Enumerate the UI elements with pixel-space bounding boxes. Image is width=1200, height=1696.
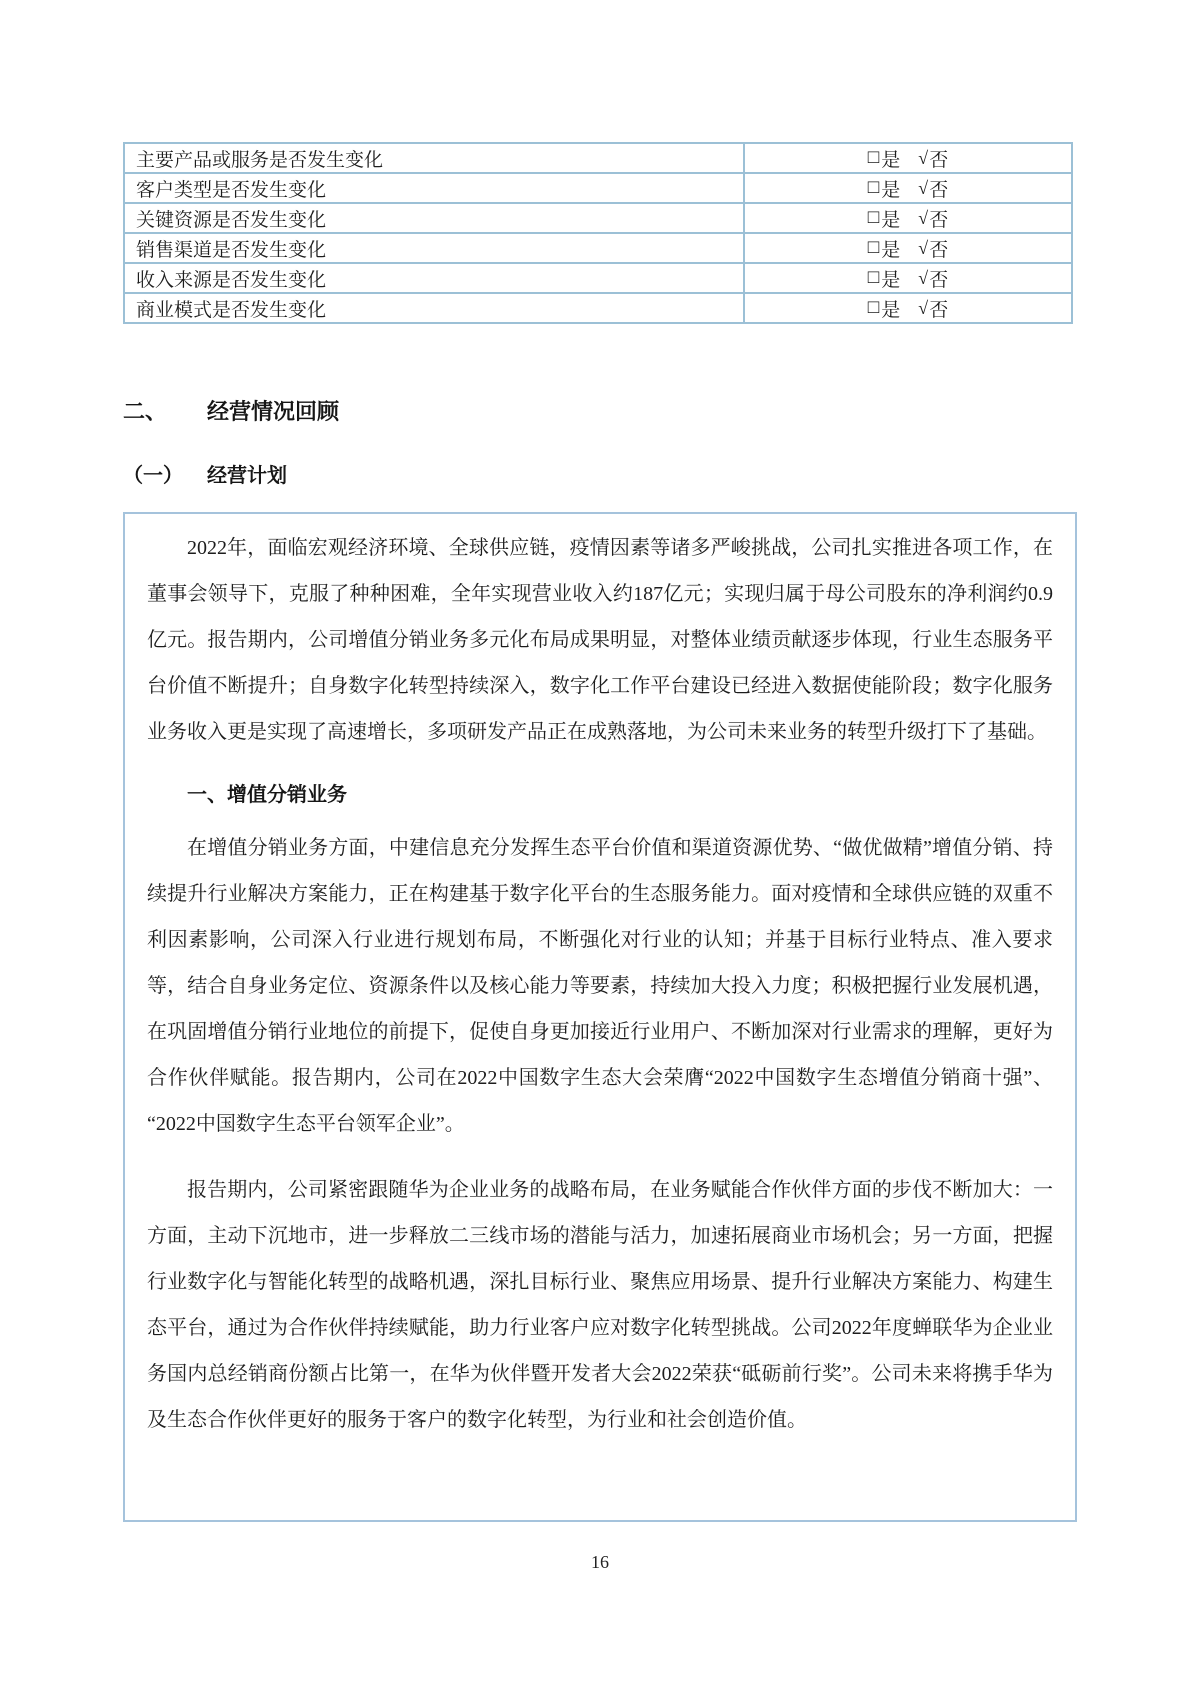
yes-label: 是 xyxy=(881,179,901,201)
yes-label: 是 xyxy=(881,239,901,261)
subsection-number: （一） xyxy=(123,465,183,487)
checkbox-unchecked-icon: □ xyxy=(867,267,880,288)
no-label: 否 xyxy=(929,149,949,171)
answer-cell xyxy=(745,204,1071,232)
table-row xyxy=(125,204,1071,234)
yes-label: 是 xyxy=(881,269,901,291)
page-number: 16 xyxy=(591,1552,609,1572)
yes-label: 是 xyxy=(881,209,901,231)
section-title: 经营情况回顾 xyxy=(207,399,340,424)
checkmark-icon: √ xyxy=(918,267,929,288)
question-cell: 客户类型是否发生变化 xyxy=(125,174,745,202)
checkmark-icon: √ xyxy=(918,177,929,198)
question-cell: 主要产品或服务是否发生变化 xyxy=(125,144,745,172)
question-cell: 销售渠道是否发生变化 xyxy=(125,234,745,262)
question-cell: 关键资源是否发生变化 xyxy=(125,204,745,232)
paragraph-overview: 2022年，面临宏观经济环境、全球供应链，疫情因素等诸多严峻挑战，公司扎实推进各项工作，在董事会领导下，克服了种种困难，全年实现营业收入约187亿元；实现归属于母公司股东的净利润约0.9亿元。报告期内，公司增值分销业务多元化布局成果明显，对整体业绩贡献逐步体现，行业生态服务平台价值不断提升；自身数字化转型持续深入，数字化工作平台建设已经进入数据使能阶段；数字化服务业务收入更是实现了高速增长，多项研发产品正在成熟落地，为公司未来业务的转型升级打下了基础。 xyxy=(147,537,1053,743)
section-heading xyxy=(123,395,339,426)
business-review-box xyxy=(123,512,1077,1522)
checkbox-unchecked-icon: □ xyxy=(867,297,880,318)
answer-cell xyxy=(745,144,1071,172)
checkmark-icon: √ xyxy=(918,297,929,318)
checkbox-unchecked-icon: □ xyxy=(867,177,880,198)
checkbox-unchecked-icon: □ xyxy=(867,147,880,168)
answer-cell xyxy=(745,234,1071,262)
table-row xyxy=(125,294,1071,324)
table-row xyxy=(125,174,1071,204)
question-cell: 商业模式是否发生变化 xyxy=(125,294,745,322)
checkmark-icon: √ xyxy=(918,237,929,258)
yes-label: 是 xyxy=(881,149,901,171)
table-row xyxy=(125,264,1071,294)
question-cell: 收入来源是否发生变化 xyxy=(125,264,745,292)
table-row xyxy=(125,234,1071,264)
paragraph-distribution: 在增值分销业务方面，中建信息充分发挥生态平台价值和渠道资源优势、“做优做精”增值分销、持续提升行业解决方案能力，正在构建基于数字化平台的生态服务能力。面对疫情和全球供应链的双重不利因素影响，公司深入行业进行规划布局，不断强化对行业的认知；并基于目标行业特点、准入要求等，结合自身业务定位、资源条件以及核心能力等要素，持续加大投入力度；积极把握行业发展机遇，在巩固增值分销行业地位的前提下，促使自身更加接近行业用户、不断加深对行业需求的理解，更好为合作伙伴赋能。报告期内，公司在2022中国数字生态大会荣膺“2022中国数字生态增值分销商十强”、“2022中国数字生态平台领军企业”。 xyxy=(147,837,1053,1135)
checkbox-unchecked-icon: □ xyxy=(867,237,880,258)
answer-cell xyxy=(745,174,1071,202)
no-label: 否 xyxy=(929,299,949,321)
no-label: 否 xyxy=(929,179,949,201)
change-status-table xyxy=(123,142,1073,324)
box-heading-distribution: 一、增值分销业务 xyxy=(187,784,347,806)
checkmark-icon: √ xyxy=(918,147,929,168)
no-label: 否 xyxy=(929,209,949,231)
checkmark-icon: √ xyxy=(918,207,929,228)
yes-label: 是 xyxy=(881,299,901,321)
table-row xyxy=(125,144,1071,174)
answer-cell xyxy=(745,264,1071,292)
section-number: 二、 xyxy=(123,399,168,424)
subsection-title: 经营计划 xyxy=(207,465,287,487)
answer-cell xyxy=(745,294,1071,322)
no-label: 否 xyxy=(929,269,949,291)
checkbox-unchecked-icon: □ xyxy=(867,207,880,228)
paragraph-huawei: 报告期内，公司紧密跟随华为企业业务的战略布局，在业务赋能合作伙伴方面的步伐不断加大：一方面，主动下沉地市，进一步释放二三线市场的潜能与活力，加速拓展商业市场机会；另一方面，把握行业数字化与智能化转型的战略机遇，深扎目标行业、聚焦应用场景、提升行业解决方案能力、构建生态平台，通过为合作伙伴持续赋能，助力行业客户应对数字化转型挑战。公司2022年度蝉联华为企业业务国内总经销商份额占比第一，在华为伙伴暨开发者大会2022荣获“砥砺前行奖”。公司未来将携手华为及生态合作伙伴更好的服务于客户的数字化转型，为行业和社会创造价值。 xyxy=(147,1179,1053,1431)
subsection-heading xyxy=(123,459,287,488)
no-label: 否 xyxy=(929,239,949,261)
